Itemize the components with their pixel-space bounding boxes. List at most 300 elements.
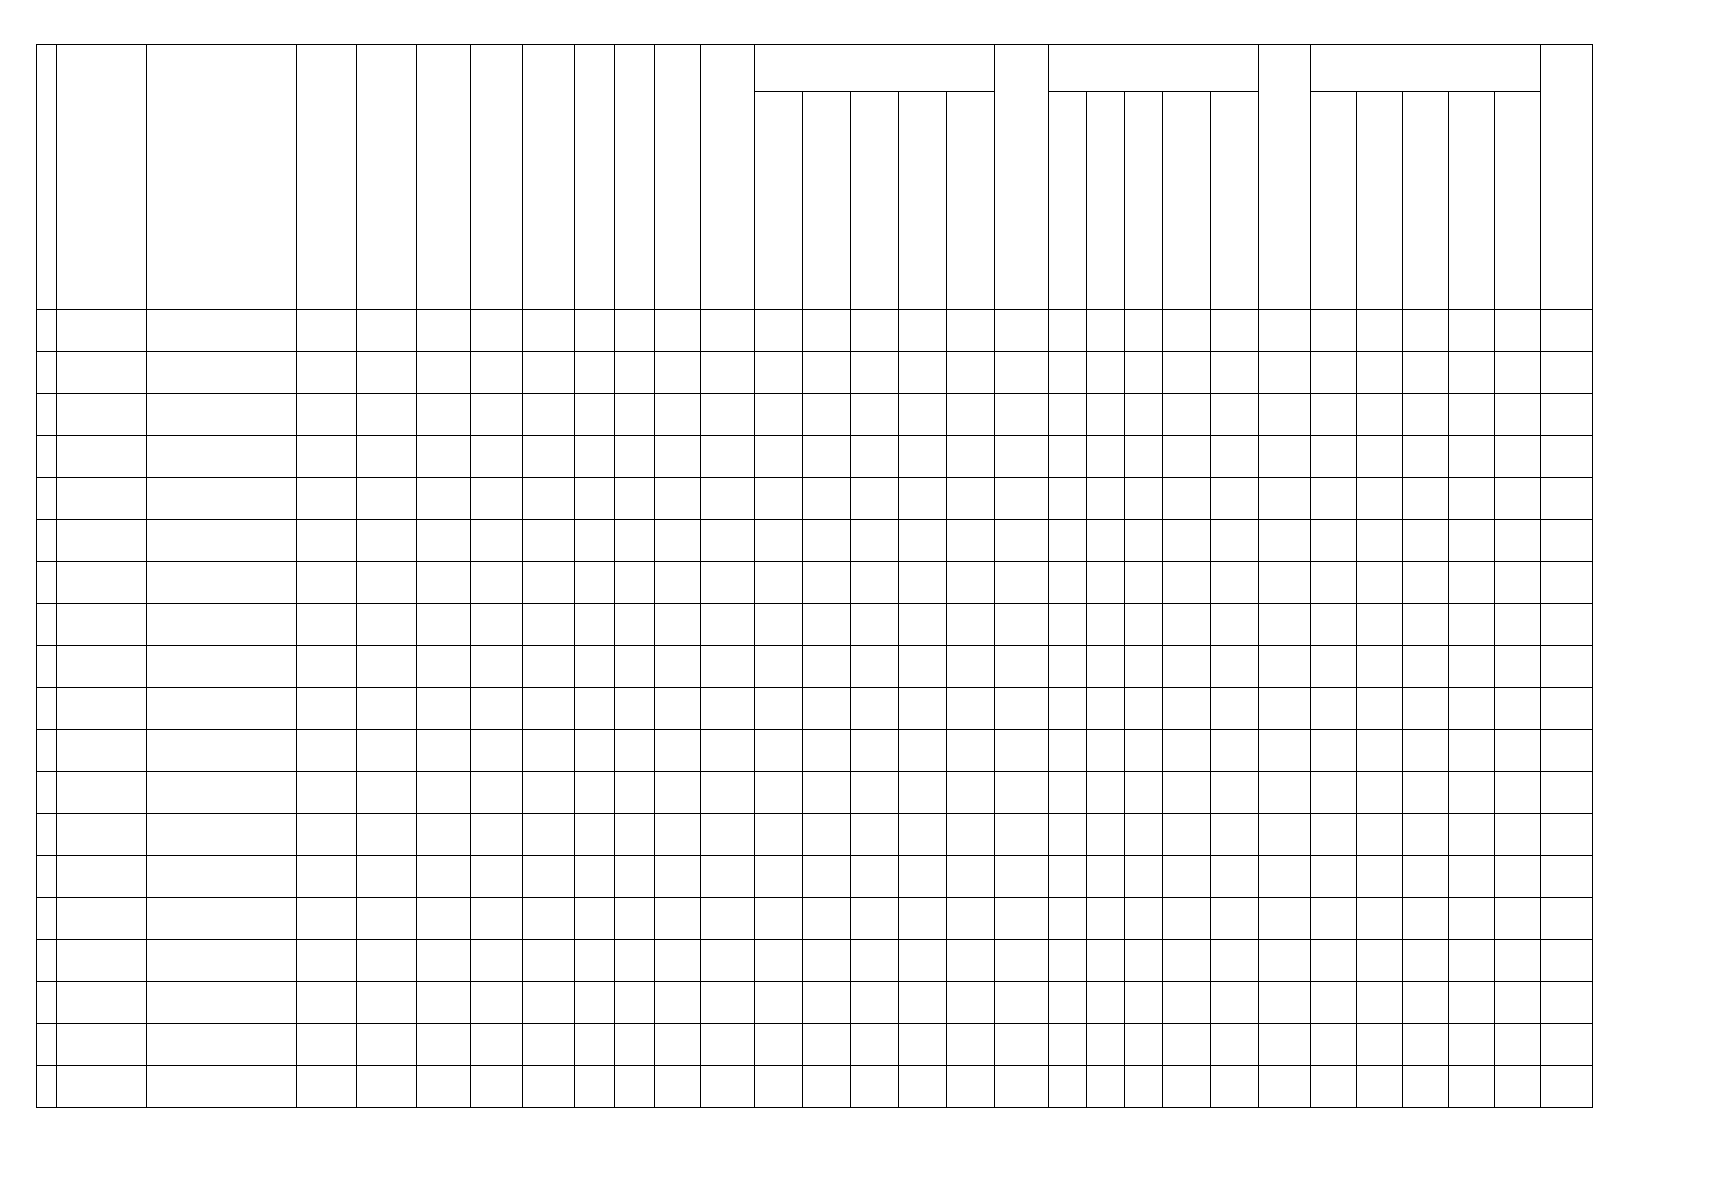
cell-address: [297, 310, 357, 352]
cell-f2023: [1125, 772, 1163, 814]
cell-s2025: [1495, 772, 1541, 814]
cell-activity: [357, 814, 417, 856]
cell-subj_total: [1259, 646, 1311, 688]
cell-c2021: [755, 478, 803, 520]
cell-institution: [57, 772, 147, 814]
cell-s2023: [1403, 772, 1449, 814]
cell-activity: [357, 352, 417, 394]
cell-s2021: [1311, 1066, 1357, 1108]
cell-c2025: [947, 1024, 995, 1066]
cell-fed_total: [995, 520, 1049, 562]
table-row: [37, 478, 1593, 520]
cell-activity: [357, 772, 417, 814]
cell-c2024: [899, 520, 947, 562]
table-body: [37, 310, 1593, 1108]
cell-departments: [523, 940, 575, 982]
cell-institution: [57, 730, 147, 772]
cell-area: [575, 436, 615, 478]
cell-f2022: [1087, 604, 1125, 646]
cell-f2023: [1125, 1066, 1163, 1108]
cell-c2021: [755, 898, 803, 940]
cell-area: [575, 940, 615, 982]
cell-capacity: [615, 856, 655, 898]
cell-object: [147, 352, 297, 394]
cell-s2021: [1311, 688, 1357, 730]
cell-institution: [57, 604, 147, 646]
cell-s2022: [1357, 310, 1403, 352]
cell-c2025: [947, 982, 995, 1024]
cell-n: [37, 394, 57, 436]
cell-object: [147, 856, 297, 898]
cell-served: [471, 436, 523, 478]
cell-fed_total: [995, 814, 1049, 856]
table-row: [37, 772, 1593, 814]
cell-c2023: [851, 1066, 899, 1108]
cell-departments: [523, 898, 575, 940]
cell-s2021: [1311, 772, 1357, 814]
cell-c2024: [899, 1024, 947, 1066]
cell-f2023: [1125, 982, 1163, 1024]
cell-category: [655, 478, 701, 520]
cell-c2022: [803, 688, 851, 730]
cell-object: [147, 730, 297, 772]
cell-s2025: [1495, 856, 1541, 898]
cell-c2024: [899, 352, 947, 394]
cell-cost_total: [701, 688, 755, 730]
cell-f2022: [1087, 352, 1125, 394]
header-cell: [357, 45, 417, 310]
cell-area: [575, 562, 615, 604]
cell-f2021: [1049, 562, 1087, 604]
header-cell: [995, 45, 1049, 310]
cell-area: [575, 478, 615, 520]
cell-f2023: [1125, 604, 1163, 646]
cell-f2022: [1087, 940, 1125, 982]
cell-s2023: [1403, 982, 1449, 1024]
cell-wear: [417, 352, 471, 394]
cell-f2022: [1087, 478, 1125, 520]
cell-cost_total: [701, 394, 755, 436]
cell-wear: [417, 478, 471, 520]
cell-address: [297, 394, 357, 436]
cell-s2024: [1449, 352, 1495, 394]
cell-s2023: [1403, 604, 1449, 646]
cell-f2024: [1163, 982, 1211, 1024]
cell-f2021: [1049, 1024, 1087, 1066]
cell-s2021: [1311, 982, 1357, 1024]
cell-activity: [357, 394, 417, 436]
cell-c2022: [803, 478, 851, 520]
cell-c2024: [899, 562, 947, 604]
cell-f2024: [1163, 940, 1211, 982]
cell-f2022: [1087, 688, 1125, 730]
cell-object: [147, 814, 297, 856]
cell-cost_total: [701, 1024, 755, 1066]
cell-s2022: [1357, 814, 1403, 856]
cell-capacity: [615, 1024, 655, 1066]
cell-c2025: [947, 310, 995, 352]
cell-fed_total: [995, 1024, 1049, 1066]
cell-n: [37, 898, 57, 940]
cell-category: [655, 982, 701, 1024]
cell-s2023: [1403, 1066, 1449, 1108]
cell-c2023: [851, 856, 899, 898]
cell-f2025: [1211, 646, 1259, 688]
cell-c2024: [899, 478, 947, 520]
cell-c2023: [851, 520, 899, 562]
cell-n: [37, 940, 57, 982]
cell-s2022: [1357, 1066, 1403, 1108]
cell-c2021: [755, 646, 803, 688]
cell-f2025: [1211, 1024, 1259, 1066]
cell-s2022: [1357, 856, 1403, 898]
cell-s2021: [1311, 520, 1357, 562]
cell-c2023: [851, 310, 899, 352]
cell-s2023: [1403, 646, 1449, 688]
cell-f2024: [1163, 478, 1211, 520]
cell-s2024: [1449, 814, 1495, 856]
cell-s2022: [1357, 394, 1403, 436]
cell-served: [471, 310, 523, 352]
cell-f2024: [1163, 436, 1211, 478]
cell-f2025: [1211, 310, 1259, 352]
cell-capacity: [615, 478, 655, 520]
cell-wear: [417, 520, 471, 562]
cell-c2022: [803, 646, 851, 688]
cell-f2022: [1087, 1024, 1125, 1066]
cell-s2022: [1357, 898, 1403, 940]
cell-subj_total: [1259, 1066, 1311, 1108]
cell-f2024: [1163, 814, 1211, 856]
cell-capacity: [615, 520, 655, 562]
cell-object: [147, 604, 297, 646]
cell-s2022: [1357, 436, 1403, 478]
cell-wear: [417, 940, 471, 982]
header-cell: [417, 45, 471, 310]
cell-c2023: [851, 814, 899, 856]
cell-year: [1541, 940, 1593, 982]
cell-capacity: [615, 562, 655, 604]
cell-served: [471, 688, 523, 730]
cell-c2023: [851, 562, 899, 604]
cell-c2024: [899, 1066, 947, 1108]
table-row: [37, 562, 1593, 604]
cell-c2022: [803, 814, 851, 856]
cell-f2021: [1049, 940, 1087, 982]
year-header: [1049, 92, 1087, 310]
cell-area: [575, 898, 615, 940]
cell-f2022: [1087, 1066, 1125, 1108]
cell-f2023: [1125, 562, 1163, 604]
header-row-top: [37, 45, 1593, 92]
cell-area: [575, 646, 615, 688]
table-row: [37, 436, 1593, 478]
cell-f2025: [1211, 898, 1259, 940]
cell-f2025: [1211, 730, 1259, 772]
cell-f2024: [1163, 310, 1211, 352]
cell-institution: [57, 940, 147, 982]
cell-s2024: [1449, 394, 1495, 436]
cell-departments: [523, 394, 575, 436]
cell-area: [575, 394, 615, 436]
cell-c2022: [803, 856, 851, 898]
cell-departments: [523, 814, 575, 856]
year-header: [1311, 92, 1357, 310]
cell-c2024: [899, 436, 947, 478]
cell-subj_total: [1259, 562, 1311, 604]
cell-c2022: [803, 394, 851, 436]
cell-c2021: [755, 688, 803, 730]
cell-f2021: [1049, 688, 1087, 730]
cell-fed_total: [995, 898, 1049, 940]
cell-capacity: [615, 310, 655, 352]
cell-activity: [357, 730, 417, 772]
cell-s2023: [1403, 310, 1449, 352]
cell-served: [471, 646, 523, 688]
cell-c2022: [803, 982, 851, 1024]
cell-cost_total: [701, 352, 755, 394]
cell-activity: [357, 310, 417, 352]
cell-area: [575, 310, 615, 352]
cell-c2024: [899, 688, 947, 730]
cell-institution: [57, 856, 147, 898]
cell-activity: [357, 478, 417, 520]
cell-subj_total: [1259, 814, 1311, 856]
cell-fed_total: [995, 1066, 1049, 1108]
cell-s2025: [1495, 646, 1541, 688]
cell-year: [1541, 772, 1593, 814]
cell-activity: [357, 604, 417, 646]
cell-activity: [357, 646, 417, 688]
cell-c2022: [803, 562, 851, 604]
cell-s2024: [1449, 982, 1495, 1024]
cell-wear: [417, 898, 471, 940]
cell-s2023: [1403, 520, 1449, 562]
cell-cost_total: [701, 856, 755, 898]
cell-subj_total: [1259, 436, 1311, 478]
cell-f2025: [1211, 688, 1259, 730]
cell-c2021: [755, 604, 803, 646]
table-header: [37, 45, 1593, 310]
cell-departments: [523, 1066, 575, 1108]
cell-c2021: [755, 730, 803, 772]
cell-address: [297, 898, 357, 940]
cell-f2024: [1163, 772, 1211, 814]
cell-area: [575, 772, 615, 814]
cell-category: [655, 352, 701, 394]
cell-c2023: [851, 898, 899, 940]
group-header-cofinancing: [1311, 45, 1541, 92]
cell-c2022: [803, 898, 851, 940]
cell-s2021: [1311, 1024, 1357, 1066]
cell-f2021: [1049, 310, 1087, 352]
cell-address: [297, 688, 357, 730]
cell-s2021: [1311, 436, 1357, 478]
cell-departments: [523, 772, 575, 814]
cell-s2025: [1495, 604, 1541, 646]
cell-category: [655, 1024, 701, 1066]
cell-f2025: [1211, 520, 1259, 562]
cell-s2022: [1357, 478, 1403, 520]
cell-departments: [523, 688, 575, 730]
cell-year: [1541, 646, 1593, 688]
cell-c2021: [755, 940, 803, 982]
cell-address: [297, 856, 357, 898]
cell-activity: [357, 940, 417, 982]
cell-s2025: [1495, 310, 1541, 352]
cell-f2025: [1211, 478, 1259, 520]
cell-address: [297, 352, 357, 394]
cell-address: [297, 520, 357, 562]
cell-c2023: [851, 940, 899, 982]
cell-f2022: [1087, 982, 1125, 1024]
cell-activity: [357, 562, 417, 604]
cell-institution: [57, 562, 147, 604]
table-row: [37, 1066, 1593, 1108]
cell-capacity: [615, 814, 655, 856]
cell-cost_total: [701, 562, 755, 604]
cell-n: [37, 730, 57, 772]
cell-f2023: [1125, 436, 1163, 478]
cell-capacity: [615, 898, 655, 940]
cell-c2025: [947, 940, 995, 982]
cell-institution: [57, 394, 147, 436]
cell-s2022: [1357, 352, 1403, 394]
cell-fed_total: [995, 478, 1049, 520]
cell-c2025: [947, 562, 995, 604]
cell-activity: [357, 520, 417, 562]
cell-f2021: [1049, 520, 1087, 562]
cell-f2021: [1049, 436, 1087, 478]
cell-c2024: [899, 814, 947, 856]
table-row: [37, 898, 1593, 940]
cell-n: [37, 814, 57, 856]
cell-c2022: [803, 772, 851, 814]
cell-address: [297, 940, 357, 982]
year-header: [1125, 92, 1163, 310]
cell-object: [147, 478, 297, 520]
cell-served: [471, 562, 523, 604]
cell-fed_total: [995, 310, 1049, 352]
cell-s2025: [1495, 478, 1541, 520]
cell-subj_total: [1259, 772, 1311, 814]
cell-s2021: [1311, 394, 1357, 436]
group-header-federal: [1049, 45, 1259, 92]
header-cell: [1541, 45, 1593, 310]
cell-s2021: [1311, 898, 1357, 940]
cell-cost_total: [701, 982, 755, 1024]
cell-subj_total: [1259, 898, 1311, 940]
cell-address: [297, 982, 357, 1024]
cell-f2021: [1049, 730, 1087, 772]
cell-c2023: [851, 982, 899, 1024]
cell-n: [37, 562, 57, 604]
cell-c2021: [755, 856, 803, 898]
cell-address: [297, 646, 357, 688]
cell-subj_total: [1259, 352, 1311, 394]
cell-institution: [57, 310, 147, 352]
table-row: [37, 604, 1593, 646]
cell-f2023: [1125, 478, 1163, 520]
cell-departments: [523, 1024, 575, 1066]
cell-f2022: [1087, 562, 1125, 604]
cell-cost_total: [701, 772, 755, 814]
cell-capacity: [615, 436, 655, 478]
cell-departments: [523, 604, 575, 646]
cell-subj_total: [1259, 520, 1311, 562]
cell-c2025: [947, 604, 995, 646]
cell-wear: [417, 1024, 471, 1066]
cell-c2021: [755, 310, 803, 352]
cell-capacity: [615, 688, 655, 730]
cell-cost_total: [701, 520, 755, 562]
table-row: [37, 730, 1593, 772]
cell-cost_total: [701, 436, 755, 478]
header-cell: [1259, 45, 1311, 310]
cell-s2023: [1403, 436, 1449, 478]
cell-f2022: [1087, 646, 1125, 688]
cell-c2024: [899, 772, 947, 814]
cell-year: [1541, 562, 1593, 604]
cell-category: [655, 730, 701, 772]
cell-f2021: [1049, 478, 1087, 520]
cell-served: [471, 898, 523, 940]
cell-s2025: [1495, 940, 1541, 982]
cell-c2025: [947, 436, 995, 478]
cell-category: [655, 604, 701, 646]
cell-c2021: [755, 352, 803, 394]
cell-f2023: [1125, 310, 1163, 352]
cell-s2023: [1403, 394, 1449, 436]
cell-subj_total: [1259, 688, 1311, 730]
cell-wear: [417, 646, 471, 688]
cell-address: [297, 604, 357, 646]
cell-category: [655, 898, 701, 940]
cell-area: [575, 1066, 615, 1108]
cell-c2021: [755, 1066, 803, 1108]
cell-n: [37, 982, 57, 1024]
cell-institution: [57, 436, 147, 478]
cell-s2024: [1449, 520, 1495, 562]
cell-address: [297, 478, 357, 520]
cell-s2025: [1495, 352, 1541, 394]
cell-f2025: [1211, 982, 1259, 1024]
cell-c2023: [851, 478, 899, 520]
cell-category: [655, 1066, 701, 1108]
cell-c2025: [947, 814, 995, 856]
cell-served: [471, 1066, 523, 1108]
cell-wear: [417, 562, 471, 604]
cell-address: [297, 730, 357, 772]
cell-category: [655, 310, 701, 352]
cell-year: [1541, 982, 1593, 1024]
cell-object: [147, 394, 297, 436]
cell-category: [655, 856, 701, 898]
header-cell: [57, 45, 147, 310]
cell-c2023: [851, 646, 899, 688]
cell-s2025: [1495, 898, 1541, 940]
cell-s2022: [1357, 1024, 1403, 1066]
cell-departments: [523, 730, 575, 772]
cell-c2022: [803, 604, 851, 646]
year-header: [947, 92, 995, 310]
cell-c2025: [947, 856, 995, 898]
cell-c2025: [947, 772, 995, 814]
cell-f2024: [1163, 604, 1211, 646]
year-header: [1163, 92, 1211, 310]
header-cell: [37, 45, 57, 310]
cell-area: [575, 1024, 615, 1066]
